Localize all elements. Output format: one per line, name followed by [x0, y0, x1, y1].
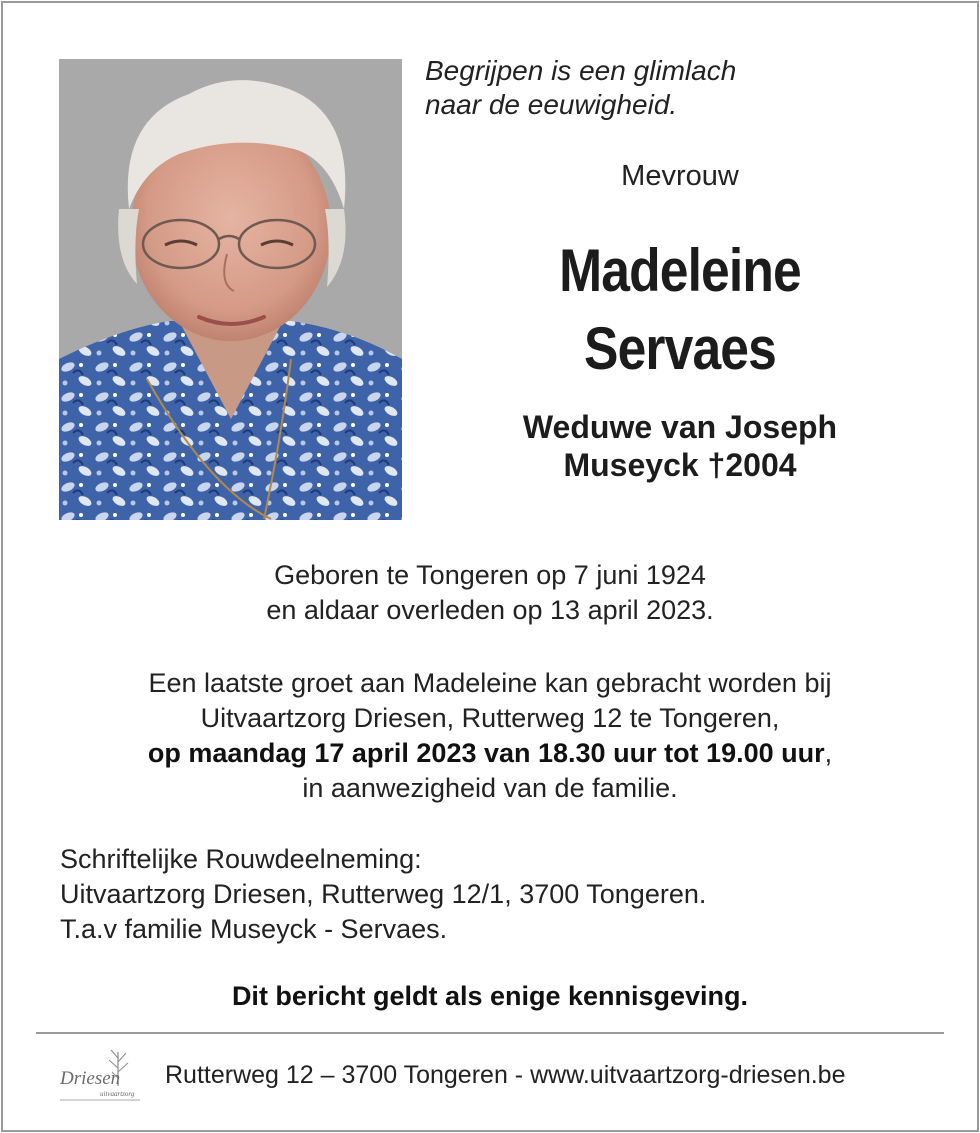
visitation-info [30, 666, 950, 806]
death-line: en aldaar overleden op 13 april 2023. [266, 595, 714, 625]
visitation-comma: , [824, 738, 833, 768]
widow-line-1: Weduwe van Joseph [522, 409, 838, 445]
portrait-photo [59, 59, 402, 520]
footer-address: Rutterweg 12 – 3700 Tongeren - www.uitvaartzorg-driesen.be [165, 1061, 846, 1089]
visitation-line-1: Een laatste groet aan Madeleine kan gebracht worden bij [148, 668, 832, 698]
visitation-line-3 [30, 736, 950, 771]
notice-statement: Dit bericht geldt als enige kennisgeving. [231, 981, 749, 1011]
condolences-address: Uitvaartzorg Driesen, Rutterweg 12/1, 3700 Tongeren. [60, 879, 707, 909]
condolences-attention: T.a.v familie Museyck - Servaes. [60, 914, 448, 944]
widow-line-2: Museyck †2004 [563, 447, 797, 483]
honorific: Mevrouw [621, 160, 739, 192]
visitation-datetime: op maandag 17 april 2023 van 18.30 uur tot 19.00 uur [147, 738, 825, 768]
footer-divider [36, 1032, 944, 1034]
first-name: Madeleine [559, 237, 801, 304]
logo-wordmark: Driesen [60, 1068, 121, 1089]
widow-of [440, 408, 920, 484]
visitation-line-2: Uitvaartzorg Driesen, Rutterweg 12 te Tongeren, [200, 703, 780, 733]
visitation-line-4: in aanwezigheid van de familie. [302, 773, 678, 803]
quote-line-1: Begrijpen is een glimlach [425, 55, 737, 86]
condolences-info [60, 842, 940, 947]
memorial-quote [425, 54, 945, 122]
logo-subtext: uitvaartzorg [100, 1090, 135, 1098]
driesen-logo [56, 1046, 146, 1104]
condolences-heading: Schriftelijke Rouwdeelneming: [60, 844, 422, 874]
last-name: Servaes [584, 315, 776, 382]
deceased-name [474, 232, 887, 388]
birth-death-info [30, 558, 950, 628]
quote-line-2: naar de eeuwigheid. [425, 89, 678, 120]
birth-line: Geboren te Tongeren op 7 juni 1924 [274, 560, 706, 590]
